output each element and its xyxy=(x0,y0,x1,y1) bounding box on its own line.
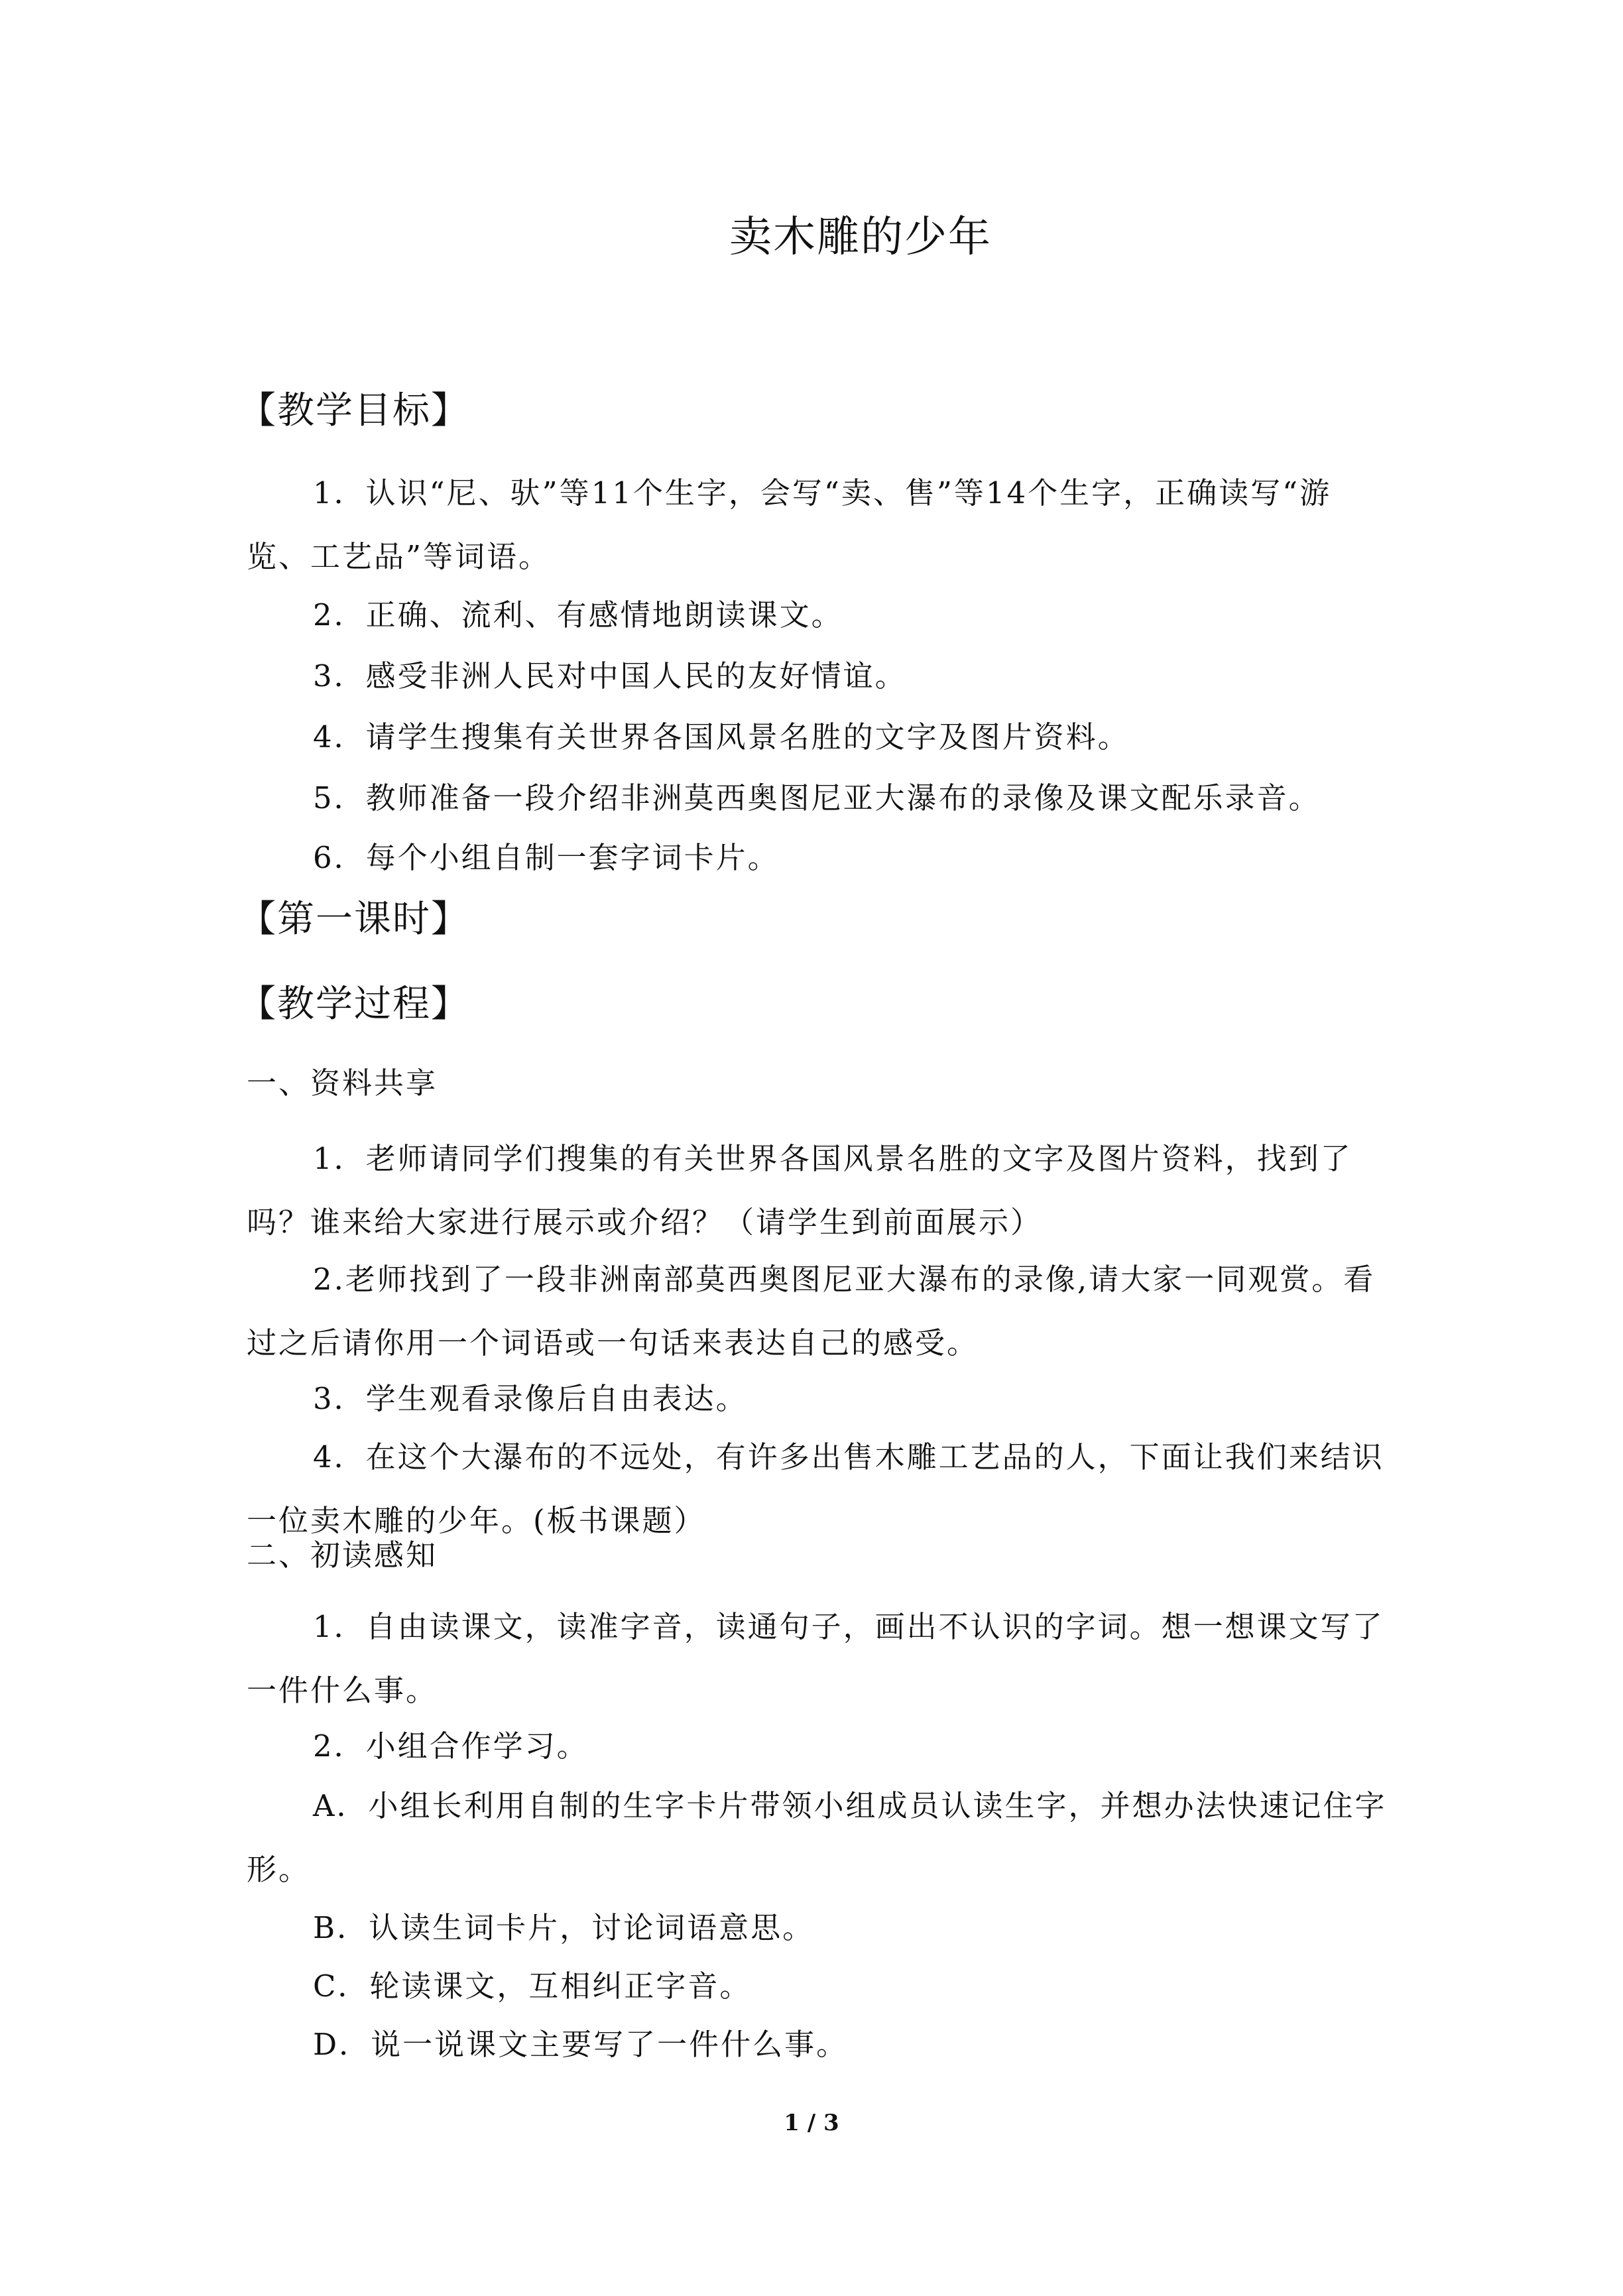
process-item: 1．老师请同学们搜集的有关世界各国风景名胜的文字及图片资料，找到了吗？谁来给大家进行展示或介绍？（请学生到前面展示） xyxy=(247,1141,1352,1240)
heading-process: 【教学过程】 xyxy=(239,983,469,1026)
process-item: 4．在这个大瀑布的不远处，有许多出售木雕工艺品的人，下面让我们来结识一位卖木雕的少年。(板书课题） xyxy=(247,1439,1384,1538)
process-item: B．认读生词卡片，讨论词语意思。 xyxy=(313,1910,815,1945)
section-title: 一、资料共享 xyxy=(247,1065,438,1101)
section-title: 二、初读感知 xyxy=(247,1538,438,1573)
process-item: 3．学生观看录像后自由表达。 xyxy=(313,1381,748,1416)
document-title: 卖木雕的少年 xyxy=(729,213,992,262)
process-item: 2．小组合作学习。 xyxy=(313,1728,589,1764)
process-item: A．小组长利用自制的生字卡片带领小组成员认读生字，并想办法快速记住字形。 xyxy=(247,1788,1387,1887)
process-item: C．轮读课文，互相纠正字音。 xyxy=(313,1968,752,2004)
process-item: D．说一说课文主要写了一件什么事。 xyxy=(313,2027,849,2062)
heading-objectives: 【教学目标】 xyxy=(239,389,469,432)
objective-item: 4．请学生搜集有关世界各国风景名胜的文字及图片资料。 xyxy=(313,719,1130,755)
process-item: 2.老师找到了一段非洲南部莫西奥图尼亚大瀑布的录像,请大家一同观赏。看过之后请你用一个词语或一句话来表达自己的感受。 xyxy=(247,1262,1376,1360)
objective-item: 5．教师准备一段介绍非洲莫西奥图尼亚大瀑布的录像及课文配乐录音。 xyxy=(313,780,1321,816)
process-item: 1．自由读课文，读准字音，读通句子，画出不认识的字词。想一想课文写了一件什么事。 xyxy=(247,1609,1384,1708)
objective-item: 6．每个小组自制一套字词卡片。 xyxy=(313,840,780,875)
objective-item: 1．认识“尼、驮”等11个生字，会写“卖、售”等14个生字，正确读写“游览、工艺品”等词语。 xyxy=(247,475,1332,574)
objective-item: 3．感受非洲人民对中国人民的友好情谊。 xyxy=(313,658,907,694)
page-number: 1 / 3 xyxy=(784,2110,839,2136)
heading-first-lesson: 【第一课时】 xyxy=(239,898,469,941)
objective-item: 2．正确、流利、有感情地朗读课文。 xyxy=(313,597,843,633)
